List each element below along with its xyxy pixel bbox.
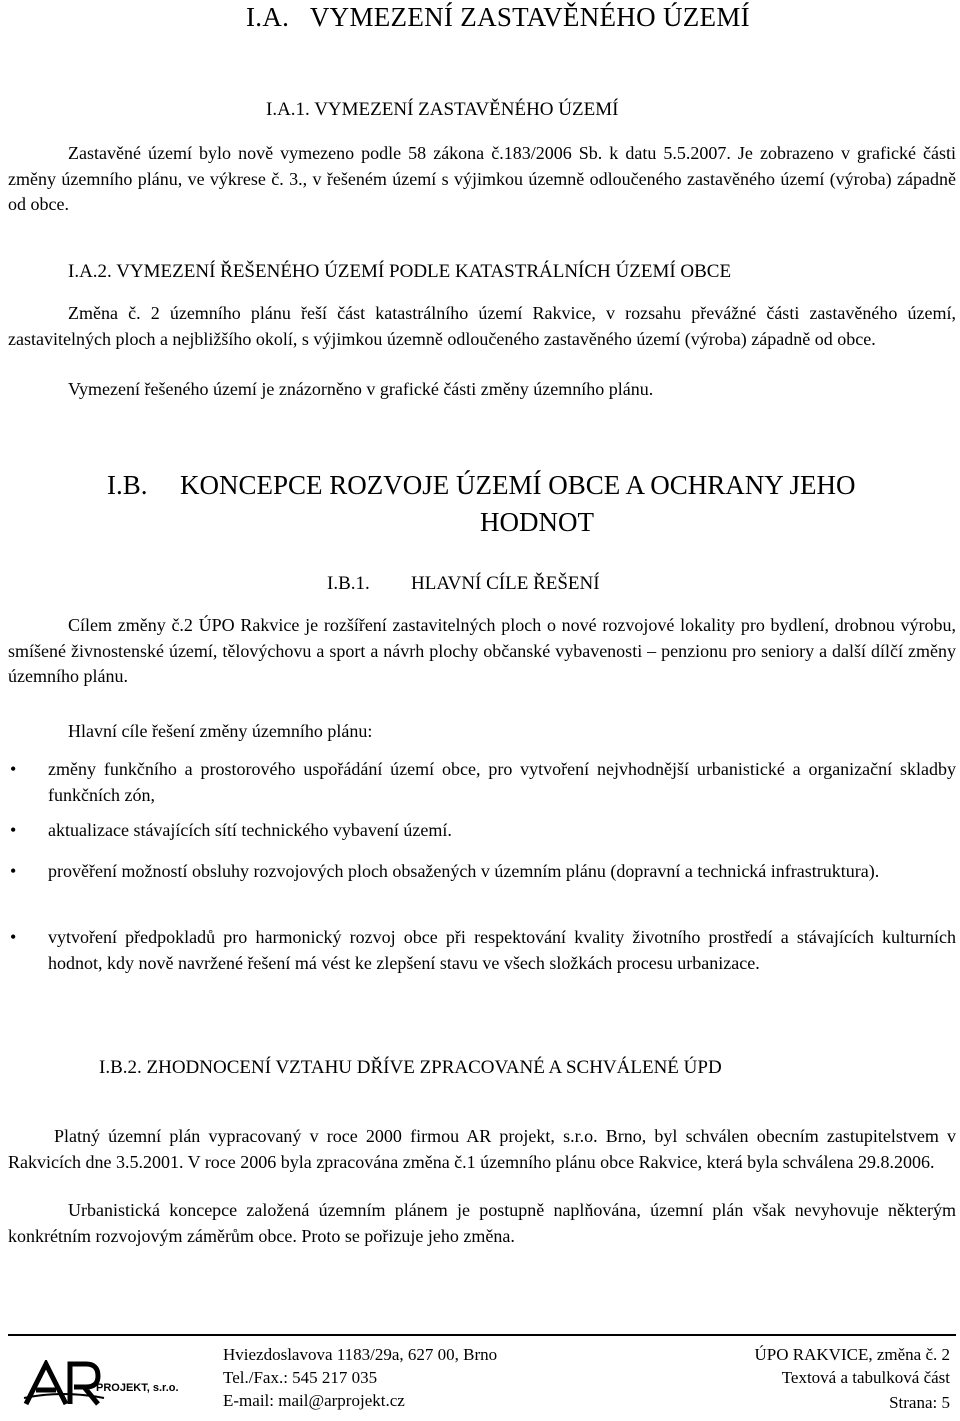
paragraph-ib2-1 [8,1124,956,1175]
bullet-icon: • [10,820,17,840]
paragraph-ia2-2: Vymezení řešeného území je znázorněno v grafické části změny územního plánu. [68,379,654,399]
company-logo [22,1360,222,1406]
paragraph-ib1 [8,613,956,690]
paragraph-ib1-text: Cílem změny č.2 ÚPO Rakvice je rozšíření zastavitelných ploch o nové rozvojové lokality pro bydlení, drobnou výrobu, smíšené živnostenské území, tělovýchovu a sport a návrh plochy občanské vybavenosti – penzionu pro seniory a další dílčí změny územního plánu. [8,615,956,686]
footer-page [889,1391,950,1415]
bullet-icon: • [10,927,17,947]
page-number: 5 [941,1393,950,1412]
section-heading-ib-line1: KONCEPCE ROZVOJE ÚZEMÍ OBCE A OCHRANY JEHO [180,470,856,500]
bullet-icon: • [10,759,17,779]
section-heading-ia1: I.A.1. VYMEZENÍ ZASTAVĚNÉHO ÚZEMÍ [266,99,619,120]
paragraph-ib2-2-text: Urbanistická koncepce založená územním plánem je postupně naplňována, územní plán však nevyhovuje některým konkrétním rozvojovým záměrům obce. Proto se pořizuje jeho změna. [8,1200,956,1246]
footer-address: Hviezdoslavova 1183/29a, 627 00, Brno [223,1345,498,1364]
list-item [10,757,956,808]
paragraph-ib2-1-text: Platný územní plán vypracovaný v roce 2000 firmou AR projekt, s.r.o. Brno, byl schválen obecním zastupitelstvem v Rakvicích dne 3.5.2001. V roce 2006 byla zpracována změna č.1 územního plánu obce Rakvice, která byla schválena 29.8.2006. [8,1126,956,1172]
goals-title: Hlavní cíle řešení změny územního plánu: [68,721,373,741]
list-item [10,925,956,976]
footer-phone: Tel./Fax.: 545 217 035 [223,1368,378,1387]
list-item-text: prověření možností obsluhy rozvojových ploch obsažených v územním plánu (dopravní a technická infrastruktura). [48,861,880,881]
section-label-ib1: I.B.1. [327,573,370,594]
company-name: PROJEKT, s.r.o. [96,1382,179,1394]
footer-divider [8,1334,956,1336]
section-heading-ib1: HLAVNÍ CÍLE ŘEŠENÍ [411,573,600,594]
page-title: I.A. VYMEZENÍ ZASTAVĚNÉHO ÚZEMÍ [246,2,750,32]
page-label: Strana: [889,1393,942,1412]
section-heading-ib-line2: HODNOT [480,507,594,537]
list-item-text: vytvoření předpokladů pro harmonický rozvoj obce při respektování kvality životního prostředí a stávajících kulturních hodnot, kdy nově navržené řešení má vést ke zlepšení stavu ve všech složkách procesu urbanizace. [48,927,956,973]
section-heading-ia2: I.A.2. VYMEZENÍ ŘEŠENÉHO ÚZEMÍ PODLE KATASTRÁLNÍCH ÚZEMÍ OBCE [68,261,732,282]
paragraph-ia2-1 [8,301,956,352]
paragraph-ia2-1-text: Změna č. 2 územního plánu řeší část katastrálního území Rakvice, v rozsahu převážné části zastavěného území, zastavitelných ploch a nejbližšího okolí, s výjimkou územně odloučeného zastavěného území (výroba) západně od obce. [8,303,956,349]
footer-email: E-mail: mail@arprojekt.cz [223,1391,405,1410]
paragraph-ia1 [8,141,956,218]
list-item-text: změny funkčního a prostorového uspořádání území obce, pro vytvoření nejvhodnější urbanistické a organizační skladby funkčních zón, [48,759,956,805]
paragraph-ia1-text: Zastavěné území bylo nově vymezeno podle 58 zákona č.183/2006 Sb. k datu 5.5.2007. Je zobrazeno v grafické části změny územního plánu, ve výkrese č. 3., v řešeném území s výjimkou územně odloučeného zastavěného území (výroba) západně od obce. [8,143,956,214]
section-heading-ib2: I.B.2. ZHODNOCENÍ VZTAHU DŘÍVE ZPRACOVANÉ A SCHVÁLENÉ ÚPD [99,1057,722,1078]
list-item [10,818,956,844]
paragraph-ib2-2 [8,1198,956,1249]
list-item [10,859,956,885]
list-item-text: aktualizace stávajících sítí technického vybavení území. [48,820,452,840]
footer-doc-subtitle: Textová a tabulková část [781,1368,950,1387]
section-label-ib: I.B. [107,470,148,500]
footer-doc-title: ÚPO RAKVICE, změna č. 2 [754,1345,950,1364]
bullet-icon: • [10,861,17,881]
